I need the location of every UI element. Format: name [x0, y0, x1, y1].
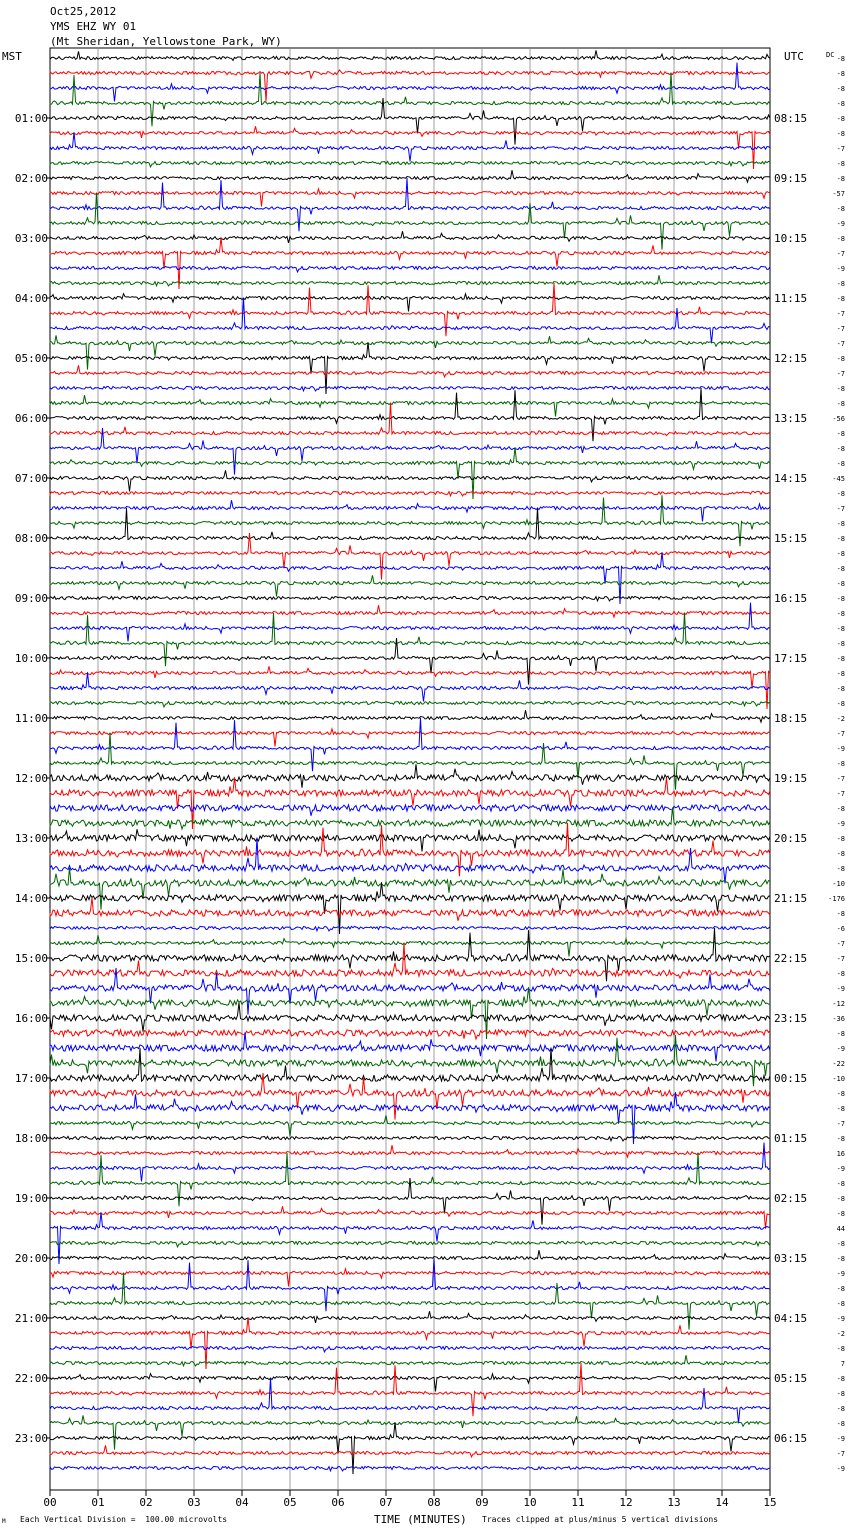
trace-line — [50, 1250, 770, 1259]
right-hour-label: 16:15 — [774, 592, 808, 605]
dc-offset: -2 — [836, 715, 845, 723]
x-tick-label: 14 — [715, 1496, 729, 1509]
trace-line — [50, 50, 770, 60]
trace-line — [50, 189, 770, 207]
header-date: Oct25,2012 — [50, 5, 117, 18]
trace-line — [50, 1317, 770, 1369]
trace-line — [50, 1143, 770, 1182]
dc-offset: -8 — [836, 445, 845, 453]
x-tick-label: 03 — [187, 1496, 201, 1509]
left-hour-label: 02:00 — [14, 172, 48, 185]
left-hour-label: 08:00 — [14, 532, 48, 545]
trace-line — [50, 1136, 770, 1141]
x-tick-label: 09 — [475, 1496, 489, 1509]
dc-offset: -8 — [836, 625, 845, 633]
trace-line — [50, 1206, 770, 1229]
dc-offset: -57 — [832, 190, 845, 198]
dc-offset: -36 — [832, 1015, 845, 1023]
dc-offset: -7 — [836, 940, 845, 948]
left-timezone-label: MST — [2, 50, 22, 63]
dc-offset: -9 — [836, 1315, 845, 1323]
trace-line — [50, 701, 770, 707]
dc-offset: -8 — [836, 235, 845, 243]
dc-offset: -8 — [836, 1420, 845, 1428]
x-tick-label: 07 — [379, 1496, 393, 1509]
trace-line — [50, 552, 770, 604]
x-tick-label: 11 — [571, 1496, 585, 1509]
trace-line — [50, 365, 770, 377]
dc-offset: -8 — [836, 670, 845, 678]
dc-offset: -7 — [836, 730, 845, 738]
trace-line — [50, 403, 770, 436]
left-hour-label: 14:00 — [14, 892, 48, 905]
trace-line — [50, 710, 770, 722]
trace-line — [50, 882, 770, 934]
trace-line — [50, 823, 770, 876]
dc-offset: -7 — [836, 145, 845, 153]
x-tick-label: 01 — [91, 1496, 105, 1509]
trace-line — [50, 1115, 770, 1136]
left-hour-label: 01:00 — [14, 112, 48, 125]
trace-line — [50, 868, 770, 910]
trace-line — [50, 470, 770, 491]
left-hour-label: 17:00 — [14, 1072, 48, 1085]
trace-line — [50, 733, 770, 790]
dc-offset: -8 — [836, 385, 845, 393]
trace-line — [50, 575, 770, 596]
x-axis — [43, 1490, 776, 1509]
x-tick-label: 12 — [619, 1496, 633, 1509]
dc-offset: -9 — [836, 265, 845, 273]
trace-line — [50, 729, 770, 747]
dc-offset: -8 — [836, 1180, 845, 1188]
dc-offset: -8 — [836, 805, 845, 813]
dc-offset: -56 — [832, 415, 845, 423]
dc-offset: -8 — [836, 400, 845, 408]
scale-note: Each Vertical Division = 100.00 microvolts — [20, 1515, 228, 1524]
trace-line — [50, 447, 770, 499]
dc-offset: -22 — [832, 1060, 845, 1068]
left-hour-label: 03:00 — [14, 232, 48, 245]
trace-line — [50, 829, 770, 851]
trace-line — [50, 1311, 770, 1323]
header-station: YMS EHZ WY 01 — [50, 20, 137, 33]
x-tick-label: 15 — [763, 1496, 777, 1509]
left-hour-label: 23:00 — [14, 1432, 48, 1445]
left-hour-label: 12:00 — [14, 772, 48, 785]
trace-line — [50, 596, 770, 601]
dc-offset-labels — [826, 51, 845, 1473]
dc-offset: -8 — [836, 520, 845, 528]
left-hour-label: 16:00 — [14, 1012, 48, 1025]
dc-offset: -6 — [836, 925, 845, 933]
dc-offset: -7 — [836, 1120, 845, 1128]
dc-offset: -7 — [836, 505, 845, 513]
x-tick-label: 06 — [331, 1496, 345, 1509]
right-hour-label: 22:15 — [774, 952, 808, 965]
right-hour-label: 00:15 — [774, 1072, 808, 1085]
dc-offset: -8 — [836, 565, 845, 573]
left-hour-label: 13:00 — [14, 832, 48, 845]
dc-offset: -10 — [832, 1075, 845, 1083]
trace-line — [50, 1032, 770, 1061]
trace-line — [50, 603, 770, 642]
trace-line — [50, 193, 770, 250]
trace-line — [50, 935, 770, 956]
trace-line — [50, 298, 770, 344]
dc-offset: -8 — [836, 1030, 845, 1038]
dc-offset: -8 — [836, 655, 845, 663]
trace-line — [50, 170, 770, 182]
header-location: (Mt Sheridan, Yellowstone Park, WY) — [50, 35, 282, 48]
dc-offset: -8 — [836, 160, 845, 168]
dc-offset: -8 — [836, 1135, 845, 1143]
trace-line — [50, 1374, 770, 1392]
dc-offset: -8 — [836, 1300, 845, 1308]
dc-offset: -8 — [836, 640, 845, 648]
dc-offset: -8 — [836, 175, 845, 183]
right-hour-label: 19:15 — [774, 772, 808, 785]
dc-label: DC — [826, 51, 835, 59]
left-hour-label: 07:00 — [14, 472, 48, 485]
dc-offset: -9 — [836, 1435, 845, 1443]
trace-line — [50, 605, 770, 617]
dc-offset: -8 — [836, 1240, 845, 1248]
dc-offset: -8 — [836, 490, 845, 498]
trace-line — [50, 805, 770, 816]
right-hour-label: 04:15 — [774, 1312, 808, 1325]
trace-line — [50, 1346, 770, 1352]
trace-line — [50, 1030, 770, 1039]
dc-offset: -8 — [836, 835, 845, 843]
trace-line — [50, 428, 770, 475]
x-tick-label: 08 — [427, 1496, 441, 1509]
trace-line — [50, 395, 770, 416]
dc-offset: -8 — [836, 1375, 845, 1383]
dc-offset: -9 — [836, 220, 845, 228]
left-hour-label: 05:00 — [14, 352, 48, 365]
right-hour-label: 11:15 — [774, 292, 808, 305]
dc-offset: -8 — [836, 430, 845, 438]
dc-offset: -7 — [836, 310, 845, 318]
right-hour-label: 10:15 — [774, 232, 808, 245]
left-hour-label: 09:00 — [14, 592, 48, 605]
dc-offset: -9 — [836, 745, 845, 753]
left-hour-labels — [15, 112, 50, 1445]
dc-offset: -8 — [836, 115, 845, 123]
left-hour-label: 06:00 — [14, 412, 48, 425]
dc-offset: -12 — [832, 1000, 845, 1008]
dc-offset: -8 — [836, 700, 845, 708]
trace-line — [50, 1092, 770, 1144]
dc-offset: -8 — [836, 1090, 845, 1098]
dc-offset: -9 — [836, 1270, 845, 1278]
x-tick-label: 04 — [235, 1496, 249, 1509]
trace-line — [50, 1466, 770, 1471]
right-hour-labels — [774, 112, 807, 1445]
left-hour-label: 19:00 — [14, 1192, 48, 1205]
dc-offset: 7 — [840, 1360, 845, 1368]
trace-line — [50, 1355, 770, 1366]
trace-line — [50, 1241, 770, 1247]
right-hour-label: 03:15 — [774, 1252, 808, 1265]
dc-offset: -8 — [836, 1195, 845, 1203]
dc-offset: -8 — [836, 610, 845, 618]
trace-line — [50, 294, 770, 312]
dc-offset: -8 — [836, 100, 845, 108]
dc-offset: -8 — [836, 295, 845, 303]
dc-offset: -8 — [836, 685, 845, 693]
right-hour-label: 14:15 — [774, 472, 808, 485]
dc-offset: -8 — [836, 1390, 845, 1398]
right-hour-label: 23:15 — [774, 1012, 808, 1025]
trace-line — [50, 672, 770, 701]
trace-line — [50, 807, 770, 829]
dc-offset: -8 — [836, 130, 845, 138]
right-hour-label: 17:15 — [774, 652, 808, 665]
dc-offset: -7 — [836, 370, 845, 378]
dc-offset: -8 — [836, 910, 845, 918]
trace-line — [50, 283, 770, 336]
left-hour-label: 18:00 — [14, 1132, 48, 1145]
dc-offset: -8 — [836, 460, 845, 468]
trace-line — [50, 764, 770, 787]
trace-line — [50, 1145, 770, 1157]
right-hour-label: 18:15 — [774, 712, 808, 725]
left-hour-label: 11:00 — [14, 712, 48, 725]
dc-offset: -8 — [836, 850, 845, 858]
x-tick-label: 00 — [43, 1496, 57, 1509]
dc-offset: 16 — [836, 1150, 845, 1158]
dc-offset: -7 — [836, 775, 845, 783]
trace-line — [50, 275, 770, 286]
dc-offset: -45 — [832, 475, 845, 483]
dc-offset: -9 — [836, 1045, 845, 1053]
clip-note: Traces clipped at plus/minus 5 vertical divisions — [482, 1515, 719, 1524]
trace-line — [50, 335, 770, 369]
dc-offset: -9 — [836, 985, 845, 993]
right-hour-label: 08:15 — [774, 112, 808, 125]
trace-line — [50, 266, 770, 272]
dc-offset: -2 — [836, 1330, 845, 1338]
dc-offset: -9 — [836, 820, 845, 828]
right-hour-label: 02:15 — [774, 1192, 808, 1205]
dc-offset: -8 — [836, 1345, 845, 1353]
trace-line — [50, 63, 770, 102]
left-hour-label: 22:00 — [14, 1372, 48, 1385]
dc-offset: -8 — [836, 760, 845, 768]
dc-offset: -8 — [836, 970, 845, 978]
trace-line — [50, 98, 770, 145]
dc-offset: -8 — [836, 280, 845, 288]
x-tick-label: 13 — [667, 1496, 681, 1509]
dc-offset: -8 — [836, 865, 845, 873]
trace-line — [50, 1415, 770, 1449]
dc-offset: -8 — [836, 55, 845, 63]
dc-offset: -8 — [836, 595, 845, 603]
dc-offset: -7 — [836, 250, 845, 258]
dc-offset: -8 — [836, 550, 845, 558]
dc-offset: -7 — [836, 955, 845, 963]
right-hour-label: 13:15 — [774, 412, 808, 425]
x-tick-label: 05 — [283, 1496, 297, 1509]
left-hour-label: 21:00 — [14, 1312, 48, 1325]
trace-line — [50, 386, 770, 391]
right-timezone-label: UTC — [784, 50, 804, 63]
right-hour-label: 01:15 — [774, 1132, 808, 1145]
left-hour-label: 04:00 — [14, 292, 48, 305]
trace-line — [50, 1445, 770, 1457]
dc-offset: -176 — [828, 895, 845, 903]
dc-offset: -9 — [836, 1465, 845, 1473]
x-axis-title: TIME (MINUTES) — [374, 1513, 467, 1526]
dc-offset: -9 — [836, 1165, 845, 1173]
dc-offset: 44 — [836, 1225, 845, 1233]
trace-line — [50, 1212, 770, 1264]
dc-offset: -8 — [836, 85, 845, 93]
right-hour-label: 05:15 — [774, 1372, 808, 1385]
x-tick-label: 10 — [523, 1496, 537, 1509]
dc-offset: -8 — [836, 70, 845, 78]
x-tick-label: 02 — [139, 1496, 153, 1509]
left-hour-label: 20:00 — [14, 1252, 48, 1265]
right-hour-label: 06:15 — [774, 1432, 808, 1445]
dc-offset: -8 — [836, 1405, 845, 1413]
dc-offset: -7 — [836, 1450, 845, 1458]
trace-line — [50, 926, 770, 931]
trace-line — [50, 1378, 770, 1424]
trace-line — [50, 1273, 770, 1330]
right-hour-label: 21:15 — [774, 892, 808, 905]
corner-mark: M — [2, 1518, 6, 1525]
trace-line — [50, 1422, 770, 1474]
left-hour-label: 15:00 — [14, 952, 48, 965]
trace-line — [50, 161, 770, 167]
right-hour-label: 12:15 — [774, 352, 808, 365]
trace-line — [50, 1269, 770, 1287]
dc-offset: -10 — [832, 880, 845, 888]
trace-line — [50, 132, 770, 161]
dc-offset: -8 — [836, 205, 845, 213]
dc-offset: -8 — [836, 1210, 845, 1218]
dc-offset: -7 — [836, 325, 845, 333]
dc-offset: -8 — [836, 1255, 845, 1263]
dc-offset: -8 — [836, 580, 845, 588]
dc-offset: -7 — [836, 340, 845, 348]
dc-offset: -8 — [836, 1105, 845, 1113]
dc-offset: -7 — [836, 790, 845, 798]
right-hour-label: 20:15 — [774, 832, 808, 845]
trace-line — [50, 838, 770, 884]
left-hour-label: 10:00 — [14, 652, 48, 665]
seismic-traces — [50, 50, 770, 1474]
dc-offset: -8 — [836, 535, 845, 543]
dc-offset: -8 — [836, 1285, 845, 1293]
right-hour-label: 09:15 — [774, 172, 808, 185]
right-hour-label: 15:15 — [774, 532, 808, 545]
dc-offset: -8 — [836, 355, 845, 363]
trace-line — [50, 1178, 770, 1225]
